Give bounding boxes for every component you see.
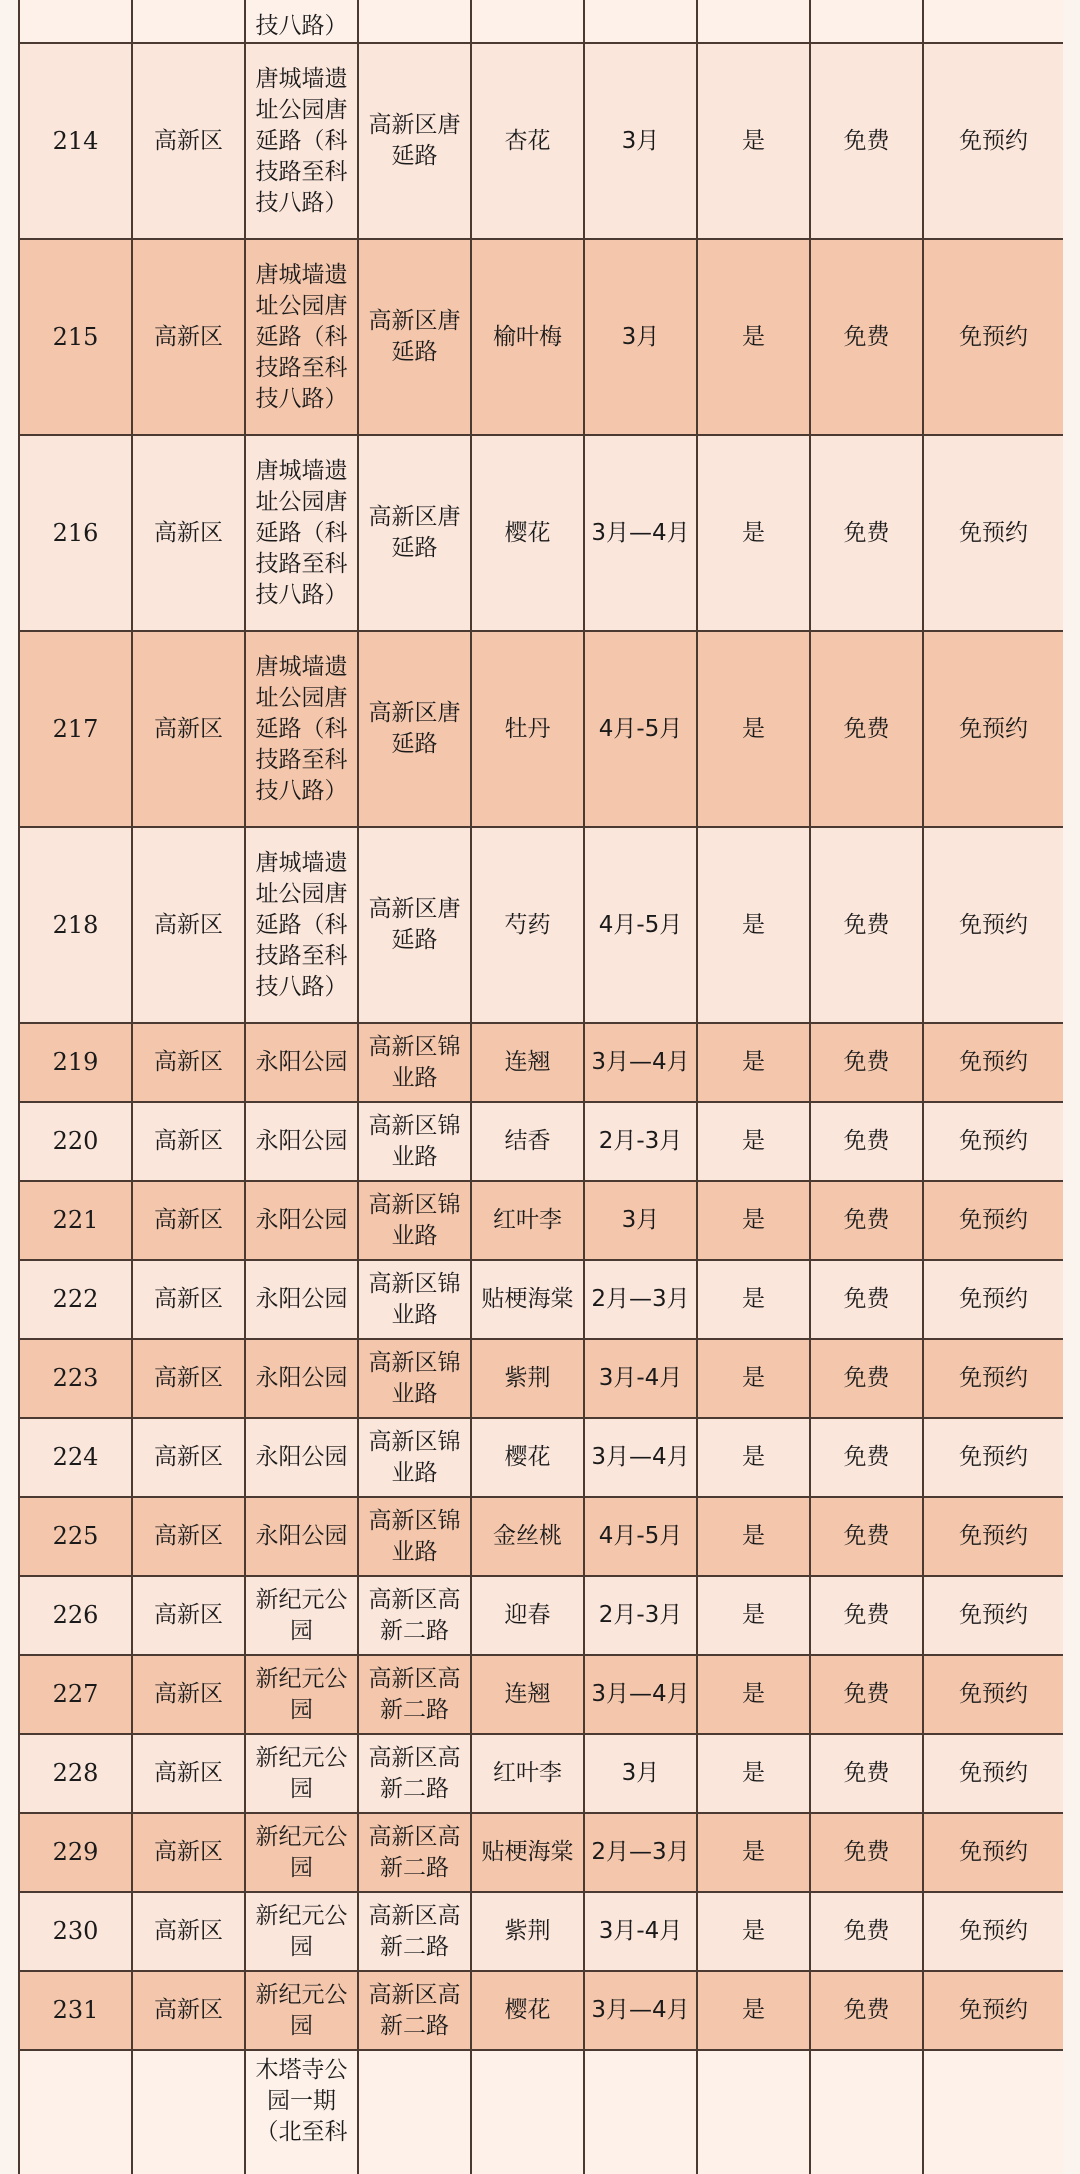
address-cell: 高新区锦业路	[368, 1112, 461, 1170]
period-cell: 3月	[621, 323, 660, 350]
booking-cell: 免预约	[959, 1365, 1028, 1391]
flower-cell: 榆叶梅	[493, 323, 562, 350]
district-cell: 高新区	[154, 1997, 223, 2023]
district-cell: 高新区	[154, 1839, 223, 1865]
period-cell: 4月-5月	[598, 715, 683, 742]
open-cell: 是	[742, 1207, 765, 1233]
park-cell: 永阳公园	[255, 1365, 348, 1391]
park-cell: 唐城墙遗址公园唐延路（科技路至科技八路）	[255, 65, 348, 216]
table-row	[19, 1023, 1063, 1102]
open-cell: 是	[742, 715, 765, 742]
park-cell: 唐城墙遗址公园唐延路（科技路至科技八路）	[255, 261, 348, 412]
park-cell: 唐城墙遗址公园唐延路（科技路至科技八路）	[255, 849, 348, 1000]
fee-cell: 免费	[843, 1997, 890, 2023]
table-row	[19, 1339, 1063, 1418]
row-number: 216	[52, 518, 99, 547]
table-row	[19, 1181, 1063, 1260]
table-row	[19, 1813, 1063, 1892]
address-cell: 高新区锦业路	[368, 1507, 461, 1565]
fee-cell: 免费	[843, 1128, 890, 1154]
park-cell: 永阳公园	[255, 1207, 348, 1233]
table-row	[19, 43, 1063, 239]
fee-cell: 免费	[843, 1286, 890, 1312]
fee-cell: 免费	[843, 519, 890, 546]
open-cell: 是	[742, 127, 765, 154]
booking-cell: 免预约	[959, 323, 1028, 350]
flower-cell: 迎春	[504, 1602, 551, 1628]
fee-cell: 免费	[843, 715, 890, 742]
district-cell: 高新区	[154, 1918, 223, 1944]
booking-cell: 免预约	[959, 1523, 1028, 1549]
row-number: 225	[52, 1522, 99, 1550]
period-cell: 2月—3月	[591, 1286, 690, 1312]
booking-cell: 免预约	[959, 1128, 1028, 1154]
period-cell: 2月-3月	[598, 1128, 683, 1154]
park-cell: 新纪元公园	[255, 1823, 348, 1881]
flower-cell: 樱花	[504, 1997, 551, 2023]
district-cell: 高新区	[154, 1602, 223, 1628]
row-number: 219	[52, 1048, 99, 1076]
park-cell: 永阳公园	[255, 1523, 348, 1549]
booking-cell: 免预约	[959, 1681, 1028, 1707]
fee-cell: 免费	[843, 1207, 890, 1233]
address-cell: 高新区锦业路	[368, 1428, 461, 1486]
booking-cell: 免预约	[959, 1997, 1028, 2023]
booking-cell: 免预约	[959, 1286, 1028, 1312]
table-row	[19, 827, 1063, 1023]
booking-cell: 免预约	[959, 1444, 1028, 1470]
flower-cell: 杏花	[504, 127, 551, 154]
row-number: 228	[52, 1759, 99, 1787]
period-cell: 3月-4月	[598, 1918, 683, 1944]
flower-cell: 红叶李	[493, 1760, 562, 1786]
park-cell: 新纪元公园	[255, 1981, 348, 2039]
table-row-partial-top	[19, 0, 1063, 43]
row-number: 215	[52, 322, 99, 351]
address-cell: 高新区高新二路	[368, 1586, 461, 1644]
table-row	[19, 1734, 1063, 1813]
fee-cell: 免费	[843, 1365, 890, 1391]
district-cell: 高新区	[154, 323, 223, 350]
row-number: 221	[52, 1206, 99, 1234]
open-cell: 是	[742, 1365, 765, 1391]
fee-cell: 免费	[843, 1523, 890, 1549]
flower-cell: 樱花	[504, 519, 551, 546]
row-number: 217	[52, 714, 99, 743]
park-cell: 新纪元公园	[255, 1665, 348, 1723]
booking-cell: 免预约	[959, 1839, 1028, 1865]
table-row	[19, 1892, 1063, 1971]
flower-cell: 樱花	[504, 1444, 551, 1470]
fee-cell: 免费	[843, 1049, 890, 1075]
park-cell: 技八路）	[255, 13, 348, 39]
address-cell: 高新区唐延路	[368, 504, 461, 561]
address-cell: 高新区唐延路	[368, 700, 461, 757]
fee-cell: 免费	[843, 1444, 890, 1470]
table-row	[19, 1102, 1063, 1181]
open-cell: 是	[742, 1839, 765, 1865]
period-cell: 3月-4月	[598, 1365, 683, 1391]
table-row	[19, 1971, 1063, 2050]
period-cell: 2月—3月	[591, 1839, 690, 1865]
district-cell: 高新区	[154, 519, 223, 546]
flower-cell: 牡丹	[504, 715, 551, 742]
row-number: 224	[52, 1443, 99, 1471]
period-cell: 3月—4月	[591, 1049, 690, 1075]
fee-cell: 免费	[843, 1602, 890, 1628]
district-cell: 高新区	[154, 715, 223, 742]
table-row	[19, 1418, 1063, 1497]
district-cell: 高新区	[154, 127, 223, 154]
open-cell: 是	[742, 1681, 765, 1707]
table	[18, 0, 1063, 2174]
row-number: 218	[52, 910, 99, 939]
address-cell: 高新区高新二路	[368, 1902, 461, 1960]
address-cell: 高新区唐延路	[368, 896, 461, 953]
address-cell: 高新区高新二路	[368, 1744, 461, 1802]
period-cell: 3月—4月	[591, 1997, 690, 2023]
period-cell: 3月—4月	[591, 1444, 690, 1470]
period-cell: 3月	[621, 127, 660, 154]
booking-cell: 免预约	[959, 1760, 1028, 1786]
booking-cell: 免预约	[959, 1207, 1028, 1233]
fee-cell: 免费	[843, 127, 890, 154]
booking-cell: 免预约	[959, 911, 1028, 938]
row-number: 223	[52, 1364, 99, 1392]
open-cell: 是	[742, 1444, 765, 1470]
open-cell: 是	[742, 1128, 765, 1154]
address-cell: 高新区唐延路	[368, 112, 461, 169]
table-row	[19, 1655, 1063, 1734]
district-cell: 高新区	[154, 1286, 223, 1312]
open-cell: 是	[742, 519, 765, 546]
row-number: 229	[52, 1838, 99, 1866]
table-row	[19, 1576, 1063, 1655]
open-cell: 是	[742, 1049, 765, 1075]
district-cell: 高新区	[154, 1049, 223, 1075]
period-cell: 3月	[621, 1760, 660, 1786]
flower-viewing-table	[18, 0, 1063, 2174]
district-cell: 高新区	[154, 1128, 223, 1154]
district-cell: 高新区	[154, 1681, 223, 1707]
park-cell: 木塔寺公园一期（北至科	[255, 2057, 348, 2145]
park-cell: 永阳公园	[255, 1049, 348, 1075]
table-row	[19, 435, 1063, 631]
fee-cell: 免费	[843, 323, 890, 350]
district-cell: 高新区	[154, 1365, 223, 1391]
district-cell: 高新区	[154, 1207, 223, 1233]
table-row-partial-bottom	[19, 2050, 1063, 2174]
flower-cell: 贴梗海棠	[481, 1286, 574, 1312]
park-cell: 唐城墙遗址公园唐延路（科技路至科技八路）	[255, 653, 348, 804]
row-number: 220	[52, 1127, 99, 1155]
row-number: 222	[52, 1285, 99, 1313]
fee-cell: 免费	[843, 1760, 890, 1786]
table-row	[19, 1260, 1063, 1339]
park-cell: 新纪元公园	[255, 1902, 348, 1960]
flower-cell: 红叶李	[493, 1207, 562, 1233]
fee-cell: 免费	[843, 1918, 890, 1944]
flower-cell: 连翘	[504, 1681, 551, 1707]
flower-cell: 连翘	[504, 1049, 551, 1075]
table-row	[19, 239, 1063, 435]
district-cell: 高新区	[154, 911, 223, 938]
address-cell: 高新区锦业路	[368, 1191, 461, 1249]
booking-cell: 免预约	[959, 1602, 1028, 1628]
table-row	[19, 631, 1063, 827]
park-cell: 永阳公园	[255, 1128, 348, 1154]
address-cell: 高新区高新二路	[368, 1981, 461, 2039]
fee-cell: 免费	[843, 911, 890, 938]
address-cell: 高新区高新二路	[368, 1823, 461, 1881]
open-cell: 是	[742, 1523, 765, 1549]
park-cell: 永阳公园	[255, 1444, 348, 1470]
booking-cell: 免预约	[959, 715, 1028, 742]
booking-cell: 免预约	[959, 519, 1028, 546]
park-cell: 永阳公园	[255, 1286, 348, 1312]
period-cell: 3月—4月	[591, 1681, 690, 1707]
row-number: 226	[52, 1601, 99, 1629]
address-cell: 高新区唐延路	[368, 308, 461, 365]
row-number: 231	[52, 1996, 99, 2024]
row-number: 214	[52, 126, 99, 155]
period-cell: 2月-3月	[598, 1602, 683, 1628]
address-cell: 高新区锦业路	[368, 1033, 461, 1091]
table-row	[19, 1497, 1063, 1576]
flower-cell: 紫荆	[504, 1918, 551, 1944]
park-cell: 新纪元公园	[255, 1744, 348, 1802]
address-cell: 高新区锦业路	[368, 1349, 461, 1407]
district-cell: 高新区	[154, 1760, 223, 1786]
booking-cell: 免预约	[959, 1049, 1028, 1075]
flower-cell: 贴梗海棠	[481, 1839, 574, 1865]
open-cell: 是	[742, 323, 765, 350]
fee-cell: 免费	[843, 1681, 890, 1707]
open-cell: 是	[742, 1602, 765, 1628]
park-cell: 新纪元公园	[255, 1586, 348, 1644]
open-cell: 是	[742, 911, 765, 938]
flower-cell: 芍药	[504, 911, 551, 938]
period-cell: 3月	[621, 1207, 660, 1233]
address-cell: 高新区锦业路	[368, 1270, 461, 1328]
booking-cell: 免预约	[959, 127, 1028, 154]
period-cell: 4月-5月	[598, 1523, 683, 1549]
row-number: 227	[52, 1680, 99, 1708]
open-cell: 是	[742, 1760, 765, 1786]
open-cell: 是	[742, 1918, 765, 1944]
address-cell: 高新区高新二路	[368, 1665, 461, 1723]
period-cell: 4月-5月	[598, 911, 683, 938]
park-cell: 唐城墙遗址公园唐延路（科技路至科技八路）	[255, 457, 348, 608]
row-number: 230	[52, 1917, 99, 1945]
flower-cell: 金丝桃	[493, 1523, 562, 1549]
district-cell: 高新区	[154, 1444, 223, 1470]
open-cell: 是	[742, 1997, 765, 2023]
period-cell: 3月—4月	[591, 519, 690, 546]
district-cell: 高新区	[154, 1523, 223, 1549]
flower-cell: 结香	[504, 1128, 551, 1154]
booking-cell: 免预约	[959, 1918, 1028, 1944]
fee-cell: 免费	[843, 1839, 890, 1865]
flower-cell: 紫荆	[504, 1365, 551, 1391]
open-cell: 是	[742, 1286, 765, 1312]
